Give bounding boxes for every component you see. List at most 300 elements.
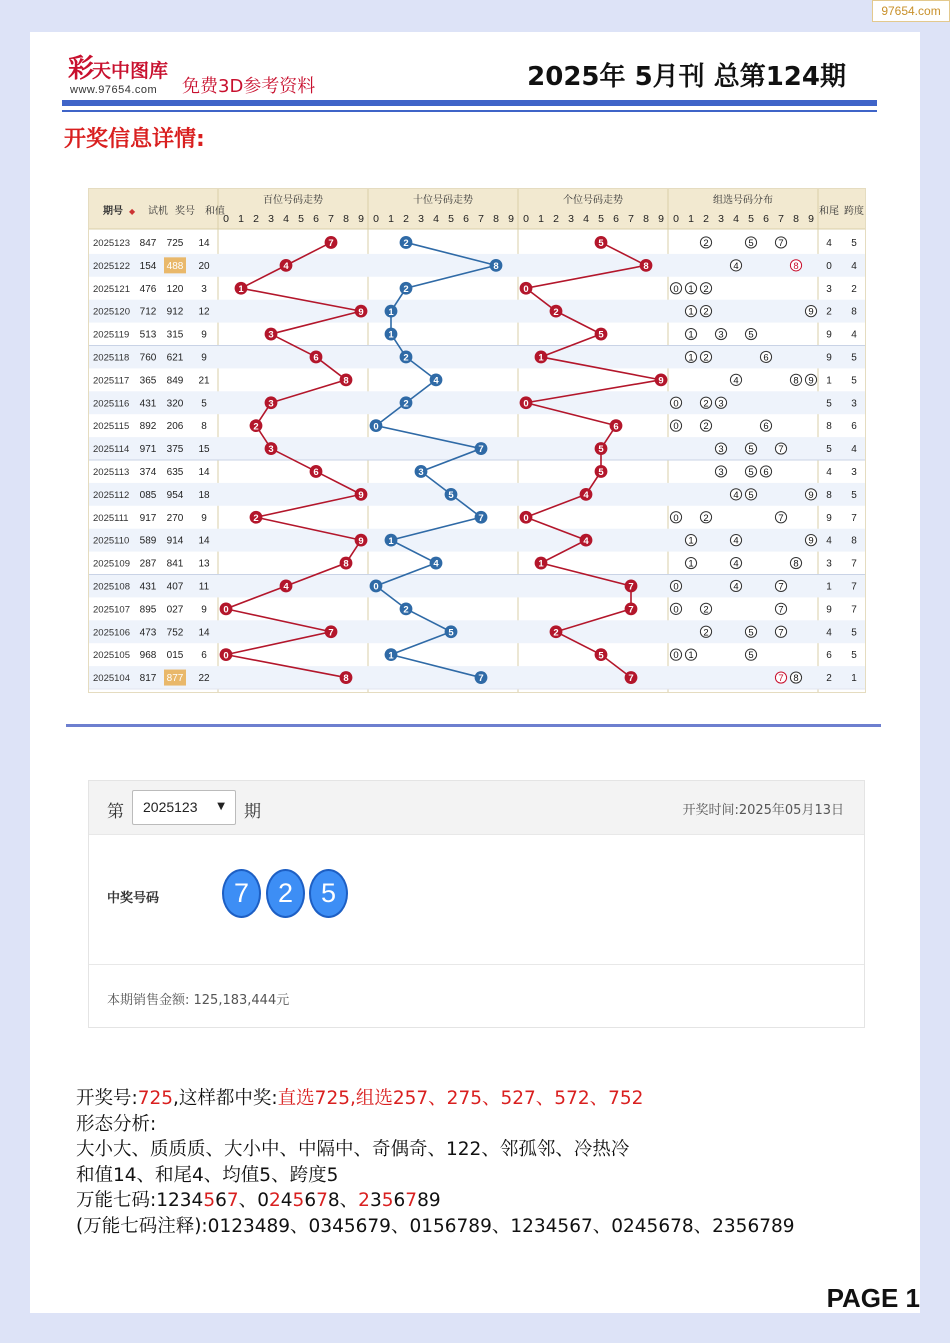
trend-ball-digit: 7 <box>478 673 484 685</box>
row-issue: 2025105 <box>93 650 130 662</box>
distribution-digit: 3 <box>718 329 724 341</box>
seven-code-digit: 5 <box>381 1190 394 1211</box>
trend-ball-digit: 5 <box>598 329 604 341</box>
row-tail: 9 <box>826 352 832 364</box>
row-span: 8 <box>851 535 857 547</box>
seven-code-digit: 6 <box>215 1190 227 1211</box>
row-tail: 4 <box>826 535 832 547</box>
chevron-down-icon: ▼ <box>217 801 225 812</box>
row-tail: 9 <box>826 512 832 524</box>
analysis-win-number: 725 <box>137 1088 174 1109</box>
distribution-digit: 5 <box>748 466 754 478</box>
seven-code-digit: 6 <box>304 1190 317 1211</box>
digit-label: 7 <box>328 213 334 225</box>
row-sum: 18 <box>198 489 210 501</box>
distribution-digit: 2 <box>703 421 709 433</box>
seven-code-digit: 4 <box>280 1190 293 1211</box>
distribution-digit: 1 <box>688 352 694 364</box>
distribution-digit: 7 <box>778 604 784 616</box>
row-issue: 2025109 <box>93 558 130 570</box>
row-win: 320 <box>166 398 184 410</box>
digit-label: 2 <box>553 213 559 225</box>
analysis-line-5 <box>76 1188 795 1214</box>
trend-ball-digit: 5 <box>598 444 604 456</box>
row-sum: 20 <box>198 260 210 272</box>
digit-label: 6 <box>763 213 769 225</box>
distribution-digit: 6 <box>763 466 769 478</box>
row-tail: 1 <box>826 581 832 593</box>
row-sum: 14 <box>198 627 210 639</box>
row-test: 476 <box>139 283 157 295</box>
distribution-digit: 4 <box>733 558 739 570</box>
row-span: 5 <box>851 627 857 639</box>
row-tail: 2 <box>826 673 832 685</box>
distribution-digit: 7 <box>778 237 784 249</box>
analysis-label: 万能七码: <box>76 1190 157 1211</box>
row-issue: 2025106 <box>93 627 130 639</box>
row-test: 968 <box>139 650 157 662</box>
row-issue: 2025120 <box>93 306 130 318</box>
logo-mark: 彩 <box>68 54 95 84</box>
trend-ball-digit: 7 <box>328 238 334 250</box>
trend-ball-digit: 8 <box>643 260 649 272</box>
row-win: 027 <box>166 604 184 616</box>
trend-ball-digit: 2 <box>403 238 409 250</box>
win-ball: 5 <box>309 869 348 918</box>
trend-ball-digit: 4 <box>283 581 289 593</box>
digit-label: 4 <box>583 213 589 225</box>
header-rule-thin <box>62 110 877 112</box>
row-span: 2 <box>851 283 857 295</box>
header-label: 期号 <box>103 206 123 217</box>
digit-label: 7 <box>778 213 784 225</box>
seven-code-digit: 2 <box>268 1190 281 1211</box>
digit-label: 1 <box>538 213 544 225</box>
trend-ball-digit: 0 <box>523 398 529 410</box>
trend-ball-digit: 9 <box>358 489 364 501</box>
issue-title: 2025年 5月刊 总第124期 <box>527 62 846 92</box>
digit-label: 3 <box>568 213 574 225</box>
row-win: 849 <box>166 375 184 387</box>
row-test: 847 <box>139 237 157 249</box>
row-issue: 2025108 <box>93 581 130 593</box>
digit-label: 8 <box>343 213 349 225</box>
row-sum: 5 <box>201 398 207 410</box>
trend-ball-digit: 0 <box>523 512 529 524</box>
distribution-digit: 0 <box>673 512 679 524</box>
row-issue: 2025111 <box>93 512 129 524</box>
row-issue: 2025107 <box>93 604 130 616</box>
seven-code-digit: 、 <box>238 1190 258 1211</box>
trend-ball-digit: 1 <box>538 558 544 570</box>
distribution-digit: 4 <box>733 260 739 272</box>
row-test: 892 <box>139 421 157 433</box>
row-span: 5 <box>851 352 857 364</box>
row-win: 877 <box>166 673 184 685</box>
row-span: 1 <box>851 673 857 685</box>
distribution-digit: 6 <box>763 421 769 433</box>
digit-label: 7 <box>628 213 634 225</box>
distribution-digit: 7 <box>778 512 784 524</box>
distribution-digit: 0 <box>673 581 679 593</box>
trend-ball-digit: 7 <box>628 581 634 593</box>
analysis-line-3: 大小大、质质质、大小中、中隔中、奇偶奇、122、邻孤邻、冷热冷 <box>76 1139 630 1160</box>
digit-label: 5 <box>748 213 754 225</box>
row-issue: 2025123 <box>93 237 130 249</box>
trend-ball-digit: 8 <box>493 260 499 272</box>
trend-ball-digit: 8 <box>343 558 349 570</box>
digit-label: 5 <box>448 213 454 225</box>
row-win: 621 <box>166 352 184 364</box>
analysis-label: 开奖号: <box>76 1088 138 1109</box>
row-issue: 2025116 <box>93 398 130 410</box>
digit-label: 0 <box>673 213 679 225</box>
distribution-digit: 3 <box>718 398 724 410</box>
row-sum: 9 <box>201 329 207 341</box>
row-test: 473 <box>139 627 157 639</box>
distribution-digit: 7 <box>778 673 784 685</box>
trend-ball-digit: 5 <box>598 650 604 662</box>
row-test: 817 <box>139 673 157 685</box>
distribution-digit: 0 <box>673 604 679 616</box>
distribution-digit: 5 <box>748 650 754 662</box>
seven-code-digit: 5 <box>203 1190 216 1211</box>
distribution-digit: 4 <box>733 535 739 547</box>
row-test: 374 <box>139 466 157 478</box>
distribution-digit: 0 <box>673 283 679 295</box>
digit-label: 5 <box>298 213 304 225</box>
distribution-digit: 8 <box>793 673 799 685</box>
analysis-line-4: 和值14、和尾4、均值5、跨度5 <box>76 1164 339 1186</box>
row-tail: 4 <box>826 627 832 639</box>
distribution-digit: 4 <box>733 489 739 501</box>
trend-ball-digit: 7 <box>478 444 484 456</box>
row-span: 5 <box>851 237 857 249</box>
logo-subtitle: 免费3D参考资料 <box>182 76 316 97</box>
trend-ball-digit: 4 <box>583 535 589 547</box>
group-title: 组选号码分布 <box>713 195 773 206</box>
site-tag[interactable]: 97654.com <box>872 0 950 22</box>
distribution-digit: 9 <box>808 306 814 318</box>
win-ball: 2 <box>266 869 305 918</box>
digit-label: 1 <box>388 213 394 225</box>
distribution-digit: 1 <box>688 535 694 547</box>
row-span: 5 <box>851 489 857 501</box>
row-tail: 5 <box>826 444 832 456</box>
row-tail: 4 <box>826 237 832 249</box>
digit-label: 6 <box>313 213 319 225</box>
distribution-digit: 0 <box>673 421 679 433</box>
distribution-digit: 5 <box>748 237 754 249</box>
digit-label: 4 <box>733 213 739 225</box>
distribution-digit: 5 <box>748 444 754 456</box>
trend-ball-digit: 1 <box>388 650 394 662</box>
seven-code-digit: 1 <box>156 1190 169 1211</box>
trend-ball-digit: 0 <box>523 283 529 295</box>
row-test: 971 <box>139 444 157 456</box>
digit-label: 8 <box>793 213 799 225</box>
seven-code-digit: 89 <box>417 1190 441 1211</box>
digit-label: 9 <box>658 213 664 225</box>
panel-header <box>89 781 864 835</box>
digit-label: 9 <box>808 213 814 225</box>
trend-ball-digit: 7 <box>478 512 484 524</box>
trend-ball-digit: 3 <box>268 444 274 456</box>
row-span: 8 <box>851 306 857 318</box>
section-title: 开奖信息详情: <box>64 127 205 152</box>
distribution-digit: 7 <box>778 581 784 593</box>
row-win: 120 <box>166 283 184 295</box>
row-sum: 9 <box>201 512 207 524</box>
header-rule <box>62 100 877 106</box>
digit-label: 0 <box>223 213 229 225</box>
row-win: 841 <box>166 558 184 570</box>
row-span: 5 <box>851 650 857 662</box>
trend-ball-digit: 9 <box>358 306 364 318</box>
digit-label: 9 <box>508 213 514 225</box>
seven-code-digit: 0 <box>257 1190 269 1211</box>
trend-ball-digit: 2 <box>403 283 409 295</box>
win-ball: 7 <box>222 869 261 918</box>
trend-ball-digit: 6 <box>613 421 619 433</box>
trend-ball-digit: 2 <box>553 627 559 639</box>
trend-ball-digit: 5 <box>598 467 604 479</box>
row-test: 895 <box>139 604 157 616</box>
row-issue: 2025113 <box>93 466 130 478</box>
row-tail: 3 <box>826 558 832 570</box>
row-issue: 2025118 <box>93 352 130 364</box>
row-win: 407 <box>166 581 184 593</box>
trend-ball-digit: 1 <box>238 283 244 295</box>
distribution-digit: 2 <box>703 306 709 318</box>
row-tail: 8 <box>826 421 832 433</box>
digit-label: 6 <box>463 213 469 225</box>
analysis-line-1 <box>76 1086 795 1112</box>
digit-label: 2 <box>253 213 259 225</box>
row-win: 270 <box>166 512 184 524</box>
trend-ball-digit: 6 <box>313 352 319 364</box>
distribution-digit: 1 <box>688 283 694 295</box>
row-test: 154 <box>139 260 157 272</box>
row-test: 431 <box>139 398 157 410</box>
seven-code-digit: 234 <box>168 1190 204 1211</box>
row-tail: 5 <box>826 398 832 410</box>
header-label: 试机 <box>148 206 168 217</box>
distribution-digit: 2 <box>703 512 709 524</box>
row-test: 917 <box>139 512 157 524</box>
row-sum: 3 <box>201 283 207 295</box>
trend-ball-digit: 8 <box>343 673 349 685</box>
digit-label: 9 <box>358 213 364 225</box>
distribution-digit: 5 <box>748 627 754 639</box>
seven-code-digit: 2 <box>358 1190 370 1211</box>
row-issue: 2025117 <box>93 375 130 387</box>
row-sum: 13 <box>198 558 210 570</box>
digit-label: 3 <box>268 213 274 225</box>
distribution-digit: 2 <box>703 237 709 249</box>
win-number-label: 中奖号码 <box>107 891 160 906</box>
row-span: 7 <box>851 512 857 524</box>
header-label: 和尾 <box>819 206 839 217</box>
trend-ball-digit: 0 <box>223 604 229 616</box>
distribution-digit: 9 <box>808 535 814 547</box>
period-select[interactable] <box>132 790 236 825</box>
analysis-line-2: 形态分析: <box>76 1113 157 1135</box>
digit-label: 6 <box>613 213 619 225</box>
row-sum: 22 <box>198 673 210 685</box>
sort-icon: ◆ <box>129 207 136 216</box>
row-span: 4 <box>851 444 857 456</box>
row-sum: 9 <box>201 604 207 616</box>
row-tail: 2 <box>826 306 832 318</box>
distribution-digit: 5 <box>748 329 754 341</box>
row-span: 3 <box>851 398 857 410</box>
row-tail: 9 <box>826 604 832 616</box>
period-label: 第 <box>107 802 124 822</box>
header-label: 奖号 <box>175 206 195 217</box>
trend-ball-digit: 8 <box>343 375 349 387</box>
row-test: 712 <box>139 306 157 318</box>
distribution-digit: 9 <box>808 489 814 501</box>
row-win: 375 <box>166 444 184 456</box>
row-sum: 14 <box>198 535 210 547</box>
row-test: 365 <box>139 375 157 387</box>
row-tail: 9 <box>826 329 832 341</box>
row-tail: 8 <box>826 489 832 501</box>
trend-ball-digit: 9 <box>358 535 364 547</box>
distribution-digit: 4 <box>733 581 739 593</box>
distribution-digit: 9 <box>808 375 814 387</box>
digit-label: 0 <box>373 213 379 225</box>
row-issue: 2025114 <box>93 444 130 456</box>
header-label: 和值 <box>205 206 225 217</box>
digit-label: 7 <box>478 213 484 225</box>
trend-ball-digit: 9 <box>658 375 664 387</box>
trend-ball-digit: 7 <box>328 627 334 639</box>
trend-ball-digit: 2 <box>403 398 409 410</box>
trend-ball-digit: 3 <box>268 398 274 410</box>
trend-ball-digit: 5 <box>448 489 454 501</box>
row-sum: 12 <box>198 306 210 318</box>
logo-url: www.97654.com <box>70 84 158 96</box>
trend-ball-digit: 2 <box>253 421 259 433</box>
distribution-digit: 1 <box>688 306 694 318</box>
distribution-digit: 0 <box>673 398 679 410</box>
row-test: 085 <box>139 489 157 501</box>
digit-label: 3 <box>418 213 424 225</box>
row-win: 015 <box>166 650 184 662</box>
row-tail: 1 <box>826 375 832 387</box>
trend-ball-digit: 6 <box>313 467 319 479</box>
sales-amount: 本期销售金额: 125,183,444元 <box>107 993 290 1008</box>
row-win: 206 <box>166 421 184 433</box>
trend-ball-digit: 4 <box>583 489 589 501</box>
seven-code-digit: 5 <box>292 1190 305 1211</box>
digit-label: 8 <box>493 213 499 225</box>
row-sum: 11 <box>198 581 210 593</box>
row-sum: 8 <box>201 421 207 433</box>
period-suffix: 期 <box>244 802 261 822</box>
digit-label: 4 <box>283 213 289 225</box>
distribution-digit: 3 <box>718 466 724 478</box>
trend-ball-digit: 1 <box>388 306 394 318</box>
page-number: PAGE 1 <box>826 1283 920 1313</box>
row-tail: 3 <box>826 283 832 295</box>
seven-codes <box>156 1190 440 1211</box>
row-sum: 14 <box>198 466 210 478</box>
trend-ball-digit: 2 <box>403 604 409 616</box>
seven-code-digit: 6 <box>393 1190 406 1211</box>
row-tail: 4 <box>826 466 832 478</box>
digit-label: 2 <box>703 213 709 225</box>
distribution-digit: 1 <box>688 650 694 662</box>
trend-ball-digit: 1 <box>538 352 544 364</box>
distribution-digit: 8 <box>793 375 799 387</box>
seven-code-digit: 3 <box>369 1190 382 1211</box>
row-span: 3 <box>851 466 857 478</box>
trend-ball-digit: 0 <box>223 650 229 662</box>
distribution-digit: 4 <box>733 375 739 387</box>
distribution-digit: 7 <box>778 444 784 456</box>
trend-ball-digit: 7 <box>628 673 634 685</box>
distribution-digit: 3 <box>718 444 724 456</box>
digit-label: 1 <box>238 213 244 225</box>
row-sum: 14 <box>198 237 210 249</box>
trend-chart <box>88 188 866 693</box>
row-span: 7 <box>851 604 857 616</box>
row-issue: 2025115 <box>93 421 130 433</box>
row-issue: 2025112 <box>93 489 130 501</box>
trend-ball-digit: 7 <box>628 604 634 616</box>
distribution-digit: 2 <box>703 604 709 616</box>
distribution-digit: 2 <box>703 627 709 639</box>
seven-code-digit: 、 <box>339 1190 359 1211</box>
distribution-digit: 1 <box>688 558 694 570</box>
divider-rule <box>66 724 881 727</box>
distribution-digit: 8 <box>793 260 799 272</box>
row-span: 7 <box>851 558 857 570</box>
row-span: 4 <box>851 329 857 341</box>
digit-label: 8 <box>643 213 649 225</box>
digit-label: 0 <box>523 213 529 225</box>
trend-ball-digit: 4 <box>433 375 439 387</box>
seven-code-digit: 8 <box>327 1190 340 1211</box>
row-span: 5 <box>851 375 857 387</box>
distribution-digit: 2 <box>703 398 709 410</box>
group-title: 个位号码走势 <box>563 195 623 206</box>
digit-label: 5 <box>598 213 604 225</box>
row-issue: 2025121 <box>93 283 130 295</box>
row-win: 752 <box>166 627 184 639</box>
trend-ball-digit: 5 <box>448 627 454 639</box>
row-win: 954 <box>166 489 184 501</box>
trend-ball-digit: 0 <box>373 581 379 593</box>
analysis-line-6: (万能七码注释):0123489、0345679、0156789、1234567、0245678、2356789 <box>76 1215 795 1237</box>
row-win: 914 <box>166 535 184 547</box>
header-label: 跨度 <box>844 206 864 217</box>
analysis-text: ,这样都中奖: <box>173 1088 278 1109</box>
seven-code-digit: 7 <box>226 1190 239 1211</box>
trend-ball-digit: 3 <box>268 329 274 341</box>
row-test: 589 <box>139 535 157 547</box>
seven-code-digit: 7 <box>316 1190 328 1211</box>
group-title: 十位号码走势 <box>413 195 473 206</box>
trend-chart-svg <box>89 189 866 693</box>
row-issue: 2025122 <box>93 260 130 272</box>
row-span: 4 <box>851 260 857 272</box>
row-issue: 2025110 <box>93 535 130 547</box>
row-sum: 21 <box>198 375 210 387</box>
